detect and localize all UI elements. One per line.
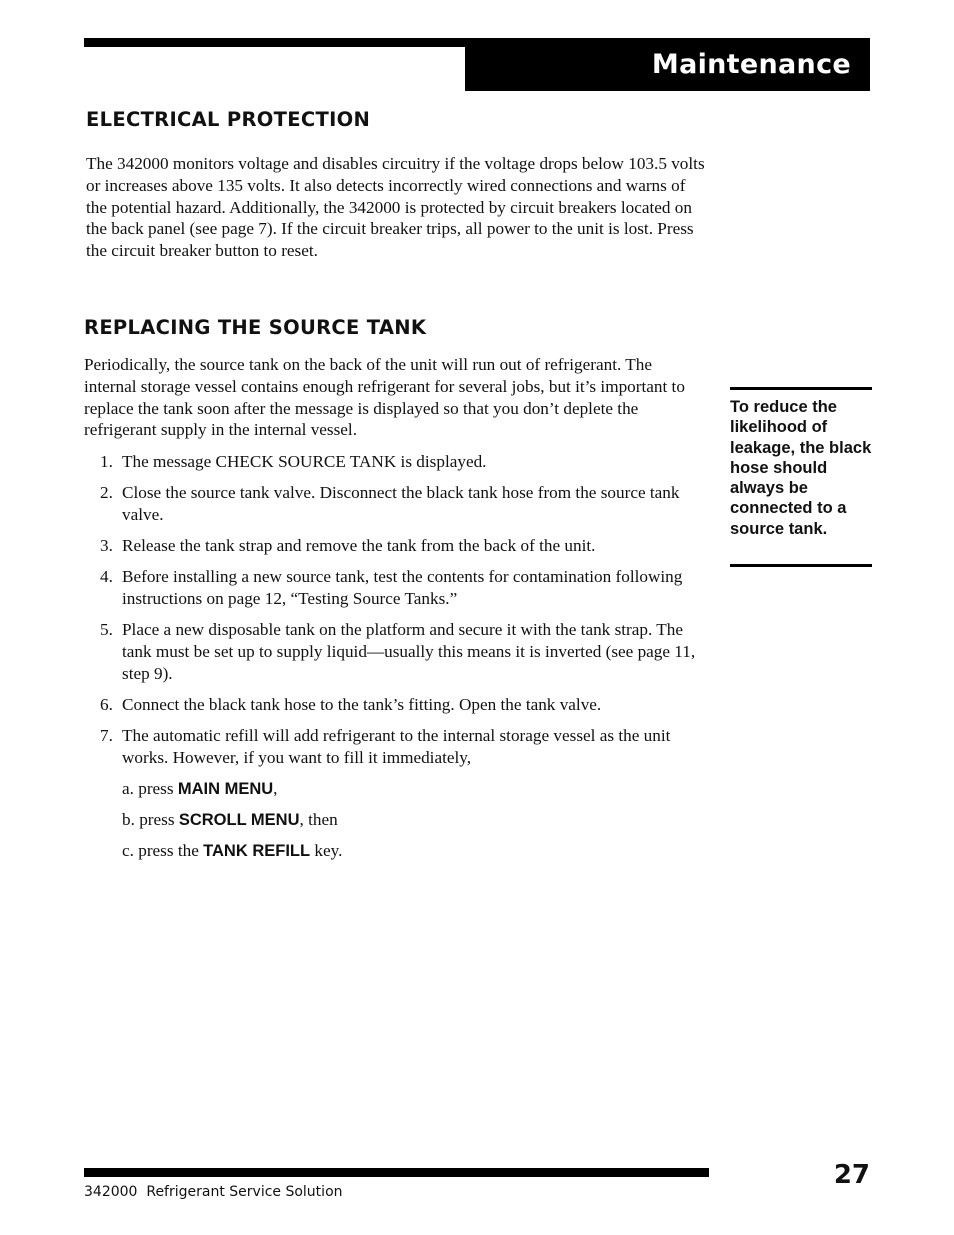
footer-rule xyxy=(84,1168,709,1177)
substep-item: a. press MAIN MENU, xyxy=(122,779,278,798)
replacement-steps xyxy=(100,451,700,778)
sidenote-top-rule xyxy=(730,387,872,390)
footer-product-name: 342000 Refrigerant Service Solution xyxy=(84,1184,343,1200)
sidenote: To reduce the likelihood of leakage, the black hose should always be connected to a source tank. xyxy=(730,398,872,538)
substep-item: c. press the TANK REFILL key. xyxy=(122,841,343,860)
step-item: 7. The automatic refill will add refrigerant to the internal storage vessel as the unit works. However, if you want to fill it immediately, xyxy=(100,726,671,767)
page-number: 27 xyxy=(833,1160,870,1190)
step-item: 5. Place a new disposable tank on the platform and secure it with the tank strap. The tank must be set up to supply liquid—usually this means it is inverted (see page 11, step 9). xyxy=(100,620,696,683)
electrical-protection-heading: ELECTRICAL PROTECTION xyxy=(86,108,371,131)
scroll-menu-key-label: SCROLL MENU xyxy=(178,811,300,829)
replacing-tank-heading: REPLACING THE SOURCE TANK xyxy=(84,316,427,339)
chapter-title: Maintenance xyxy=(651,49,851,80)
tank-refill-key-label: TANK REFILL xyxy=(203,842,311,860)
replacing-tank-intro: Periodically, the source tank on the back of the unit will run out of refrigerant. The internal storage vessel contains enough refrigerant for several jobs, but it’s important to replace the tank soon after the message is displayed so that you don’t deplete the refrigerant supply in the internal vessel. xyxy=(84,355,685,440)
substep-item: b. press SCROLL MENU, then xyxy=(122,810,338,829)
step-item: 1. The message CHECK SOURCE TANK is displayed. xyxy=(100,452,487,471)
chapter-header xyxy=(465,38,870,91)
step-item: 6. Connect the black tank hose to the tank’s fitting. Open the tank valve. xyxy=(100,695,602,714)
step-item: 3. Release the tank strap and remove the tank from the back of the unit. xyxy=(100,536,596,555)
refill-substeps xyxy=(122,778,342,871)
main-menu-key-label: MAIN MENU xyxy=(177,780,274,798)
electrical-protection-body: The 342000 monitors voltage and disables circuitry if the voltage drops below 103.5 volts or increases above 135 volts. It also detects incorrectly wired connections and warns of the potential hazard. Additionally, the 342000 is protected by circuit breakers located on the back panel (see page 7). If the circuit breaker trips, all power to the unit is lost. Press the circuit breaker button to reset. xyxy=(86,154,705,261)
sidenote-bottom-rule xyxy=(730,564,872,567)
step-item: 4. Before installing a new source tank, test the contents for contamination following instructions on page 12, “Testing Source Tanks.” xyxy=(100,567,683,608)
step-item: 2. Close the source tank valve. Disconnect the black tank hose from the source tank valve. xyxy=(100,483,680,524)
